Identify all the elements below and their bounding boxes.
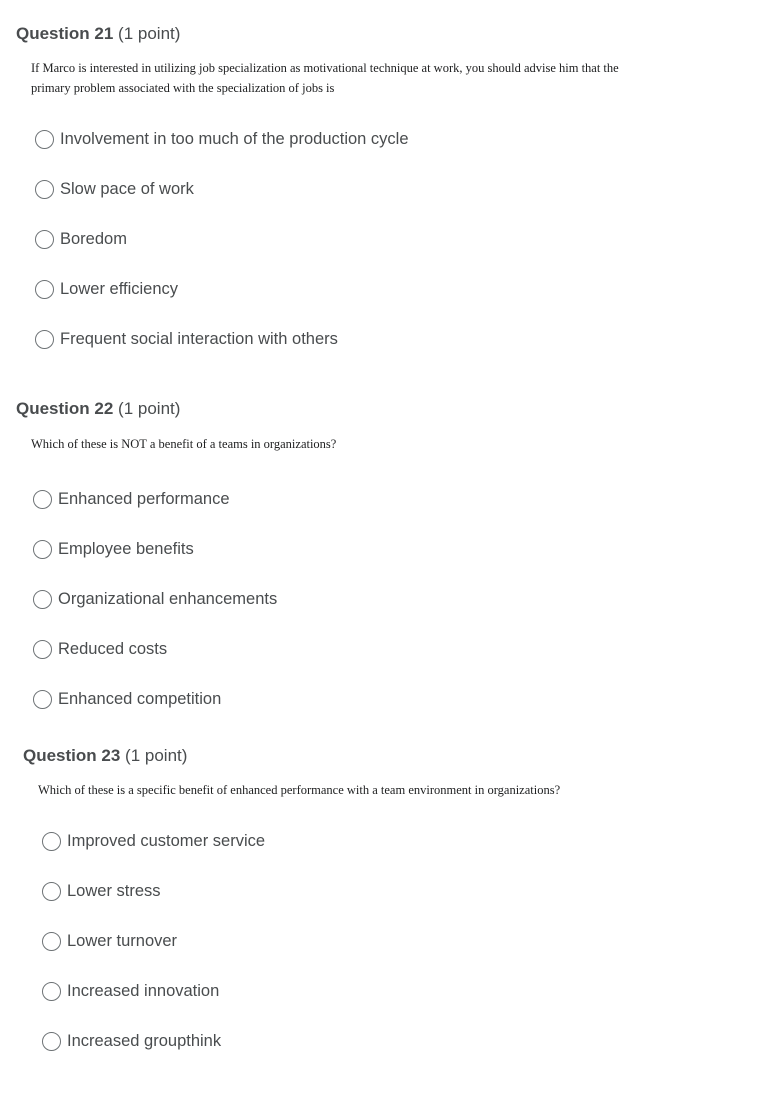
radio-button[interactable] [35, 130, 54, 149]
question-title: Question 21 [16, 24, 114, 43]
answer-option[interactable] [35, 276, 178, 302]
question-prompt [31, 434, 336, 454]
answer-option[interactable] [33, 636, 167, 662]
radio-button[interactable] [42, 932, 61, 951]
question-title: Question 23 [23, 746, 121, 765]
question-header [16, 398, 180, 420]
radio-button[interactable] [42, 882, 61, 901]
answer-option[interactable] [42, 928, 177, 954]
answer-option[interactable] [33, 686, 221, 712]
radio-button[interactable] [35, 330, 54, 349]
question-header [16, 23, 180, 45]
answer-option-label[interactable]: Increased groupthink [67, 1032, 222, 1050]
answer-option-label[interactable]: Enhanced performance [58, 490, 230, 508]
answer-option-label[interactable]: Improved customer service [67, 832, 266, 850]
question-prompt-line: Which of these is NOT a benefit of a teams in organizations? [31, 437, 337, 451]
answer-option[interactable] [35, 176, 194, 202]
radio-button[interactable] [42, 982, 61, 1001]
answer-option[interactable] [42, 1028, 221, 1054]
radio-button[interactable] [33, 540, 52, 559]
radio-button[interactable] [33, 490, 52, 509]
radio-button[interactable] [33, 590, 52, 609]
answer-option-label[interactable]: Lower turnover [67, 932, 178, 950]
question-prompt-line: Which of these is a specific benefit of enhanced performance with a team environment in organizations? [38, 783, 561, 797]
question-points: (1 point) [118, 24, 181, 43]
radio-button[interactable] [33, 690, 52, 709]
answer-option[interactable] [35, 126, 409, 152]
radio-button[interactable] [33, 640, 52, 659]
question-prompt [31, 58, 619, 98]
question-header [23, 745, 187, 767]
question-prompt-line: If Marco is interested in utilizing job specialization as motivational technique at work, you should advise him that the [31, 61, 619, 75]
answer-option-label[interactable]: Employee benefits [58, 540, 194, 558]
answer-option-label[interactable]: Slow pace of work [60, 180, 194, 198]
answer-option[interactable] [42, 878, 161, 904]
answer-option[interactable] [42, 828, 265, 854]
question-points: (1 point) [125, 746, 188, 765]
radio-button[interactable] [35, 180, 54, 199]
answer-option-label[interactable]: Frequent social interaction with others [60, 330, 338, 348]
answer-option-label[interactable]: Enhanced competition [58, 690, 222, 708]
answer-option-label[interactable]: Organizational enhancements [58, 590, 278, 608]
answer-option[interactable] [33, 536, 194, 562]
answer-option[interactable] [35, 326, 338, 352]
answer-option-label[interactable]: Reduced costs [58, 640, 168, 658]
answer-option[interactable] [33, 486, 230, 512]
question-prompt-line: primary problem associated with the specialization of jobs is [31, 81, 335, 95]
answer-option-label[interactable]: Lower efficiency [60, 280, 179, 298]
radio-button[interactable] [42, 1032, 61, 1051]
radio-button[interactable] [42, 832, 61, 851]
radio-button[interactable] [35, 280, 54, 299]
answer-option[interactable] [33, 586, 277, 612]
question-points: (1 point) [118, 399, 181, 418]
question-title: Question 22 [16, 399, 114, 418]
answer-option-label[interactable]: Increased innovation [67, 982, 220, 1000]
question-prompt [38, 780, 560, 800]
answer-option[interactable] [42, 978, 219, 1004]
answer-option-label[interactable]: Boredom [60, 230, 127, 248]
radio-button[interactable] [35, 230, 54, 249]
answer-option-label[interactable]: Lower stress [67, 882, 161, 900]
answer-option[interactable] [35, 226, 127, 252]
answer-option-label[interactable]: Involvement in too much of the production cycle [60, 130, 409, 148]
